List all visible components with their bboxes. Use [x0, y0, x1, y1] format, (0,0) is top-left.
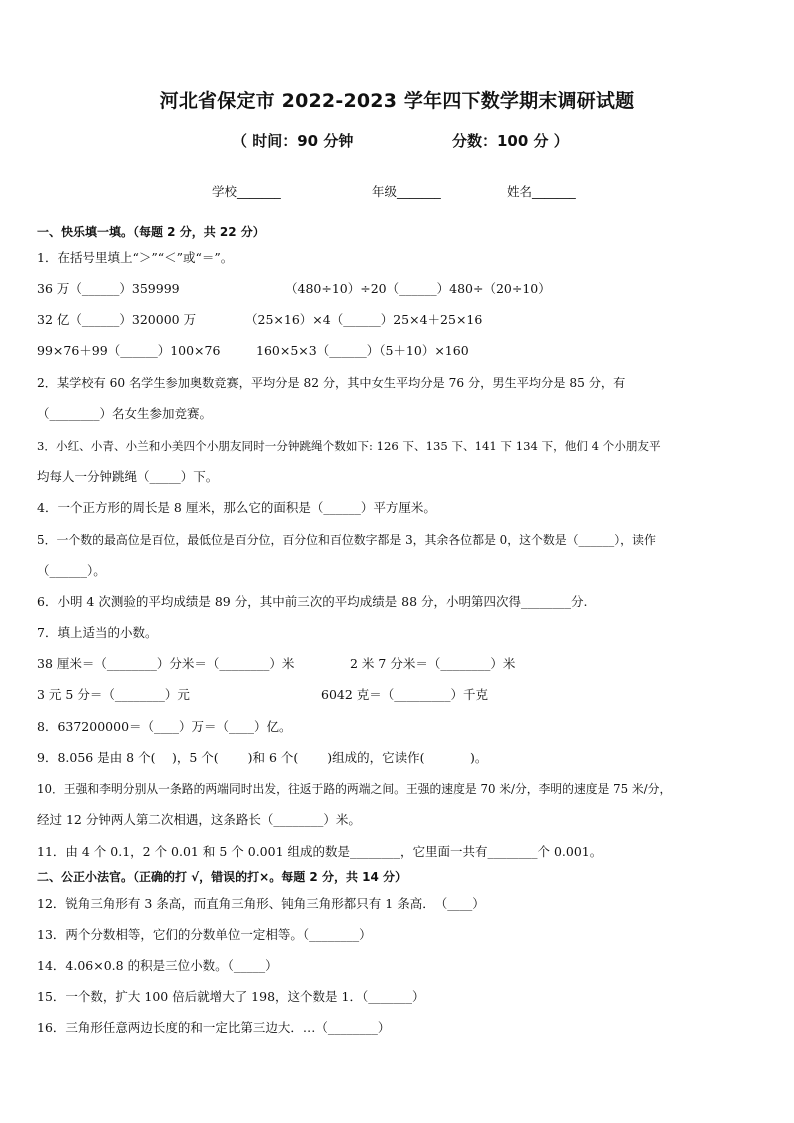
question-6: 6．小明 4 次测验的平均成绩是 89 分，其中前三次的平均成绩是 88 分，小明第四次得________分. — [37, 594, 588, 609]
question-7-row-1 — [37, 656, 757, 672]
school-field: 学校_______ — [212, 184, 281, 199]
question-9: 9．8.056 是由 8 个( )，5 个( )和 6 个( )组成的，它读作( )。 — [37, 750, 488, 765]
question-1-row-2 — [37, 312, 757, 328]
q1-row1-right: （480÷10）÷20（______）480÷（20÷10） — [285, 281, 551, 296]
question-3-cont: 均每人一分钟跳绳（_____）下。 — [37, 469, 219, 484]
section-2-heading: 二、公正小法官。（正确的打 √，错误的打×。每题 2 分，共 14 分） — [37, 870, 407, 884]
question-10-cont: 经过 12 分钟两人第二次相遇，这条路长（________）米。 — [37, 812, 361, 827]
question-7-row-2 — [37, 687, 757, 703]
question-2-cont: （________）名女生参加竞赛。 — [37, 406, 213, 421]
question-2: 2．某学校有 60 名学生参加奥数竞赛，平均分是 82 分，其中女生平均分是 76 分，男生平均分是 85 分，有 — [37, 376, 626, 390]
question-5: 5．一个数的最高位是百位，最低位是百分位，百分位和百位数字都是 3，其余各位都是 0，这个数是（______），读作 — [37, 533, 656, 547]
question-8: 8．637200000＝（____）万＝（____）亿。 — [37, 719, 292, 734]
exam-time: （ 时间：90 分钟 — [232, 132, 354, 150]
question-1-stem: 1．在括号里填上“＞”“＜”或“＝”。 — [37, 250, 234, 265]
q1-row3-right: 160×5×3（______）（5＋10）×160 — [256, 343, 469, 358]
q7-row2-right: 6042 克＝（_________）千克 — [321, 687, 489, 702]
q7-row2-left: 3 元 5 分＝（________）元 — [37, 687, 190, 702]
q7-row1-right: 2 米 7 分米＝（________）米 — [350, 656, 516, 671]
question-1-row-1 — [37, 281, 757, 297]
question-4: 4．一个正方形的周长是 8 厘米，那么它的面积是（______）平方厘米。 — [37, 500, 436, 515]
exam-score: 分数：100 分 ） — [452, 132, 569, 150]
name-field: 姓名_______ — [507, 184, 576, 199]
q7-row1-left: 38 厘米＝（________）分米＝（________）米 — [37, 656, 295, 671]
question-11: 11．由 4 个 0.1，2 个 0.01 和 5 个 0.001 组成的数是________，它里面一共有________个 0.001。 — [37, 844, 603, 859]
section-1-heading: 一、快乐填一填。（每题 2 分，共 22 分） — [37, 225, 265, 239]
grade-field: 年级_______ — [372, 184, 441, 199]
question-14: 14．4.06×0.8 的积是三位小数。（_____） — [37, 958, 278, 973]
page-title: 河北省保定市 2022-2023 学年四下数学期末调研试题 — [159, 90, 635, 112]
question-12: 12．锐角三角形有 3 条高，而直角三角形、钝角三角形都只有 1 条高． （____） — [37, 896, 485, 911]
question-13: 13．两个分数相等，它们的分数单位一定相等。（________） — [37, 927, 372, 942]
q1-row3-left: 99×76＋99（______）100×76 — [37, 343, 221, 358]
q1-row2-left: 32 亿（______）320000 万 — [37, 312, 197, 327]
q1-row1-left: 36 万（______）359999 — [37, 281, 180, 296]
question-1-row-3 — [37, 343, 757, 359]
question-16: 16．三角形任意两边长度的和一定比第三边大．…（________） — [37, 1020, 391, 1035]
question-10: 10．王强和李明分别从一条路的两端同时出发，往返于路的两端之间。王强的速度是 70 米/分，李明的速度是 75 米/分， — [37, 782, 672, 796]
question-3: 3．小红、小青、小兰和小美四个小朋友同时一分钟跳绳个数如下: 126 下、135 下、141 下 134 下，他们 4 个小朋友平 — [37, 439, 661, 453]
question-5-cont: （______）。 — [37, 563, 106, 578]
question-7-stem: 7．填上适当的小数。 — [37, 625, 158, 640]
question-15: 15．一个数，扩大 100 倍后就增大了 198，这个数是 1．（_______） — [37, 989, 425, 1004]
q1-row2-right: （25×16）×4（______）25×4＋25×16 — [245, 312, 483, 327]
